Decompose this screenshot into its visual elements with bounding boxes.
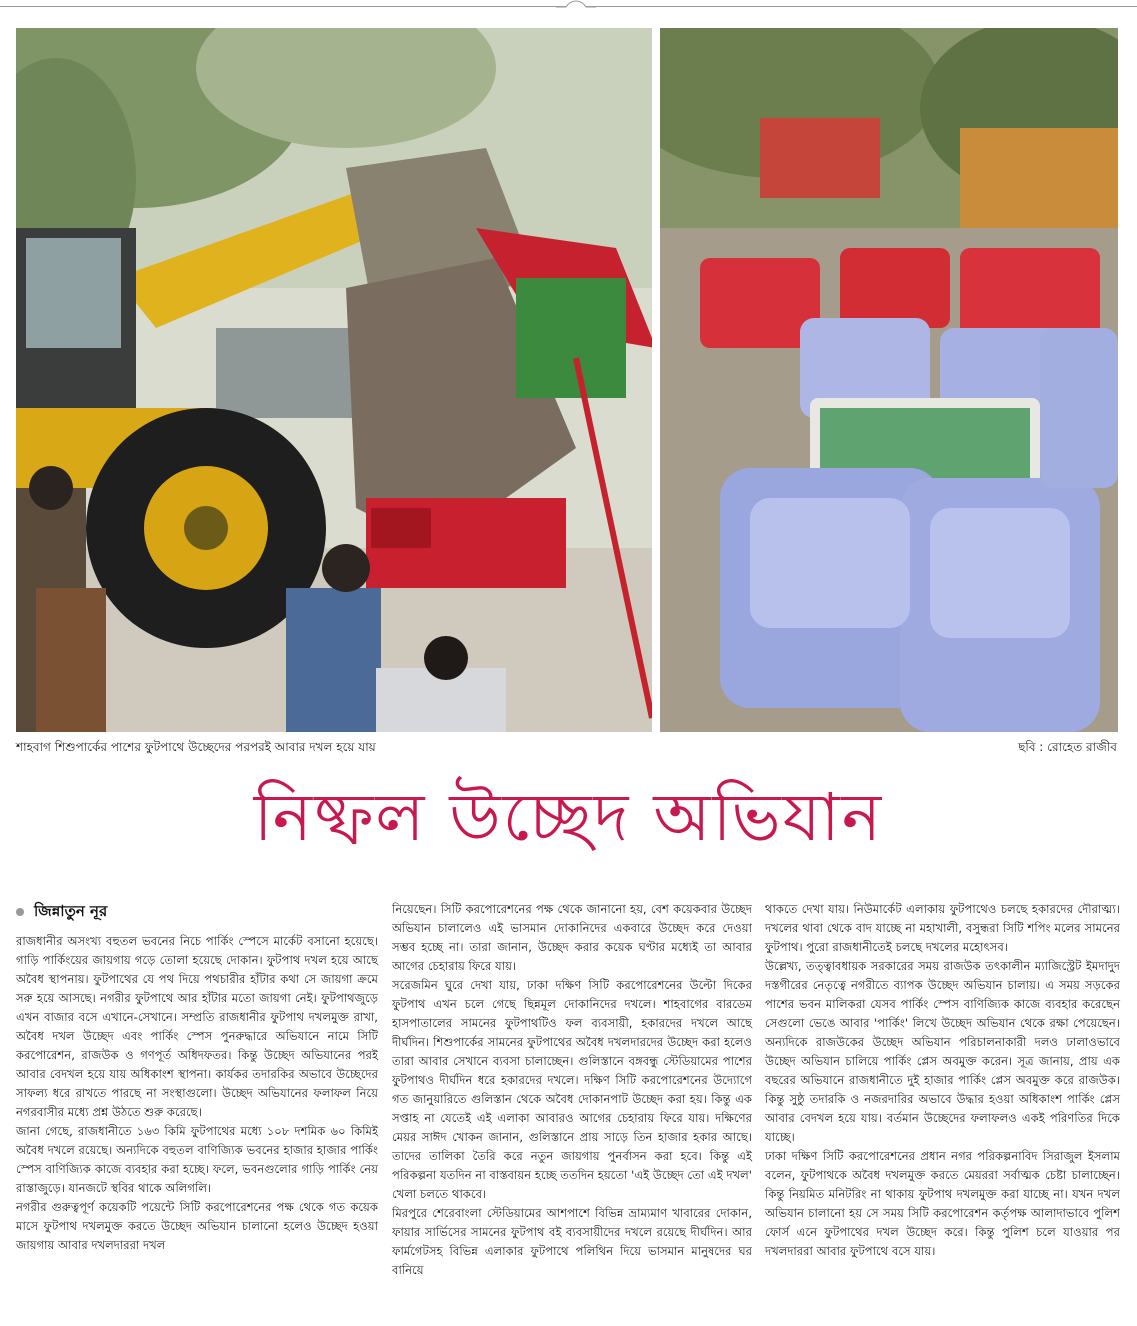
paragraph: উল্লেখ্য, তত্ত্বাবধায়ক সরকারের সময় রাজউক তৎকালীন ম্যাজিস্ট্রেট ইমদাদুদ দস্তগীরের নেতৃত্বে নগরীতে ব্যাপক উচ্ছেদ অভিযান চালায়। এ সময় সড়কের পাশের ভবন মালিকরা যেসব পার্কিং স্পেস বাণিজ্যিক কাজে ব্যবহার করেছেন সেগুলো ভেঙে আবার 'পার্কিং' লিখে উচ্ছেদ অভিযান থেকে রক্ষা পেয়েছেন। অন্যদিকে রাজউকের উচ্ছেদ অভিযান পরিচালনাকারী দলও ঢালাওভাবে উচ্ছেদ অভিযান চালিয়ে পার্কিং প্লেস অবমুক্ত করেন। সূত্র জানায়, প্রায় এক বছরের অভিযানে রাজধানীতে দুই হাজার পার্কিং প্লেস অবমুক্ত করে রাজউক। কিন্তু সুষ্ঠু তদারকি ও নজরদারির অভাবে উদ্ধার হওয়া অধিকাংশ পার্কিং প্লেস আবার বেদখল হয়ে যায়। বর্তমান উচ্ছেদের ফলাফলও একই পরিণতির দিকে যাচ্ছে। <box>765 959 1120 1144</box>
byline <box>16 900 107 925</box>
eviction-photo <box>16 28 652 732</box>
author-name: জিন্নাতুন নূর <box>34 902 108 920</box>
paragraph: সরেজমিন ঘুরে দেখা যায়, ঢাকা দক্ষিণ সিটি করপোরেশনের উল্টো দিকের ফুটপাথ এখন চলে গেছে ছিন্নমূল দোকানিদের দখলে। শাহবাগের বারডেম হাসপাতালের সামনের ফুটপাথটিও ফল ব্যবসায়ী, হকারদের দখলে আছে দীর্ঘদিন। শিশুপার্কের সামনের ফুটপাথের অবৈধ দখলদারদের উচ্ছেদ করা হলেও তারা আবার সেখানে ব্যবসা চালাচ্ছেন। গুলিস্তানে বঙ্গবন্ধু স্টেডিয়ামের পাশের ফুটপাথও দীর্ঘদিন ধরে হকারদের দখলে। দক্ষিণ সিটি করপোরেশনের উদ্যোগে গত জানুয়ারিতে গুলিস্তান থেকে অবৈধ দোকানপাট উচ্ছেদ করা হয়। কিন্তু এক সপ্তাহ না যেতেই এই এলাকা আবারও আগের চেহারায় ফিরে যায়। দক্ষিণের মেয়র সাঈদ খোকন জানান, গুলিস্তানে প্রায় সাড়ে তিন হাজার হকার আছে। তাদের তালিকা তৈরি করে নতুন জায়গায় পুনর্বাসন করা হবে। কিন্তু এই পরিকল্পনা যতদিন না বাস্তবায়ন হচ্ছে ততদিন হয়তো 'এই উচ্ছেদ তো এই দখল' খেলা চলতে থাকবে। <box>392 978 752 1201</box>
article-column-1 <box>16 932 378 1255</box>
paragraph: নগরীর গুরুত্বপূর্ণ কয়েকটি পয়েন্টে সিটি করপোরেশনের পক্ষ থেকে গত কয়েক মাসে ফুটপাথ দখলমুক্ত করতে উচ্ছেদ অভিযান চালানো হলেও উচ্ছেদ হওয়া জায়গায় আবার দখলদাররা দখল <box>16 1200 378 1252</box>
paragraph: নিয়েছেন। সিটি করপোরেশনের পক্ষ থেকে জানানো হয়, বেশ কয়েকবার উচ্ছেদ অভিযান চালালেও এই ভাসমান দোকানিদের একবারে উচ্ছেদ করে দেওয়া সম্ভব হচ্ছে না। তারা জানান, উচ্ছেদ করার কয়েক ঘণ্টার মধ্যেই তা আবার আগের চেহারায় ফিরে যায়। <box>392 902 752 973</box>
paragraph: রাজধানীর অসংখ্য বহুতল ভবনের নিচে পার্কিং স্পেসে মার্কেট বসানো হয়েছে। গাড়ি পার্কিংয়ের জায়গায় গড়ে তোলা হয়েছে দোকান। ফুটপাথ দখল হয়ে আছে অবৈধ স্থাপনায়। ফুটপাথের যে পথ দিয়ে পথচারীর হাঁটার কথা সে জায়গা ক্রমে সরু হয়ে আসছে। নগরীর ফুটপাথে আর হাঁটার মতো জায়গা নেই। ফুটপাথজুড়ে এখন বাজার বসে এখানে-সেখানে। সম্প্রতি রাজধানীর ফুটপাথ দখলমুক্ত রাখা, অবৈধ দখল উচ্ছেদ এবং পার্কিং স্পেস পুনরুদ্ধারে অভিযানে নামে সিটি করপোরেশন, রাজউক ও গণপূর্ত অধিদফতর। কিন্তু উচ্ছেদ অভিযানের পরই আবার বেদখল হয়ে যায় অধিকাংশ স্থাপনা। কার্যকর তদারকির অভাবে উচ্ছেদের সাফল্য ধরে রাখতে পারছে না সংস্থাগুলো। উচ্ছেদ অভিযানের ফলাফল নিয়ে নগরবাসীর মধ্যে প্রশ্ন উঠতে শুরু করেছে। <box>16 934 378 1119</box>
paragraph: থাকতে দেখা যায়। নিউমার্কেট এলাকায় ফুটপাথেও চলছে হকারদের দৌরাত্ম্য। দখলের থাবা থেকে বাদ যাচ্ছে না মহাখালী, বসুন্ধরা সিটি শপিং মলের সামনের ফুটপাথ। পুরো রাজধানীতেই চলছে দখলের মহোৎসব। <box>765 902 1120 954</box>
bullet-icon <box>16 908 24 916</box>
photo-caption: শাহবাগ শিশুপার্কের পাশের ফুটপাথে উচ্ছেদের পরপরই আবার দখল হয়ে যায় <box>16 740 376 754</box>
headline: নিষ্ফল উচ্ছেদ অভিযান <box>253 779 884 856</box>
article-column-2 <box>392 900 752 1280</box>
paragraph: ঢাকা দক্ষিণ সিটি করপোরেশনের প্রধান নগর পরিকল্পনাবিদ সিরাজুল ইসলাম বলেন, ফুটপাথকে অবৈধ দখলমুক্ত করতে মেয়ররা সর্বাত্মক চেষ্টা চালাচ্ছেন। কিন্তু নিয়মিত মনিটরিং না থাকায় ফুটপাথ দখলমুক্ত করা যাচ্ছে না। যখন দখল অভিযান চালানো হয় সে সময় সিটি করপোরেশন কর্তৃপক্ষ আলাদাভাবে পুলিশ ফোর্স এনে ফুটপাথের দখল উচ্ছেদ করে। কিন্তু পুলিশ চলে যাওয়ার পর দখলদাররা আবার ফুটপাথে বসে যায়। <box>765 1149 1120 1258</box>
paragraph: জানা গেছে, রাজধানীতে ১৬৩ কিমি ফুটপাথের মধ্যে ১০৮ দশমিক ৬০ কিমিই অবৈধ দখলে রয়েছে। অন্যদিকে বহুতল বাণিজ্যিক ভবনের হাজার হাজার পার্কিং স্পেস বাণিজ্যিক কাজে ব্যবহার করা হচ্ছে। ফলে, ভবনগুলোর গাড়ি পার্কিং নেয় রাস্তাজুড়ে। যানজটে স্থবির থাকে অলিগলি। <box>16 1124 378 1195</box>
top-notch <box>556 0 596 14</box>
article-column-3 <box>765 900 1120 1261</box>
chairs-photo <box>660 28 1118 732</box>
photo-credit: ছবি : রোহেত রাজীব <box>1018 740 1117 754</box>
paragraph: মিরপুরে শেরেবাংলা স্টেডিয়ামের আশপাশে বিভিন্ন ভ্রাম্যমাণ খাবারের দোকান, ফায়ার সার্ভিসের সামনের ফুটপাথ বই ব্যবসায়ীদের দখলে রয়েছে দীর্ঘদিন। আর ফার্মগেটসহ বিভিন্ন এলাকার ফুটপাথে পলিথিন দিয়ে ভাসমান মানুষদের ঘর বানিয়ে <box>392 1206 752 1277</box>
